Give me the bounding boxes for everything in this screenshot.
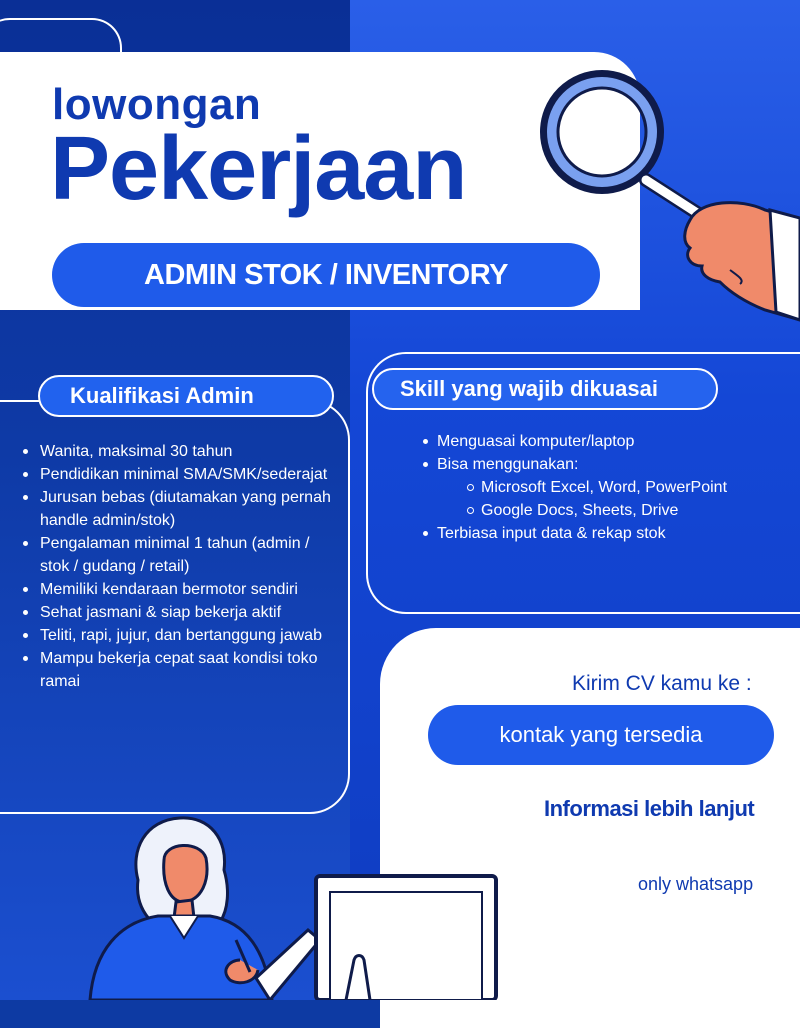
title-pekerjaan: Pekerjaan bbox=[50, 119, 467, 219]
list-item: Pengalaman minimal 1 tahun (admin / stok / gudang / retail) bbox=[38, 532, 338, 578]
list-item: Teliti, rapi, jujur, dan bertanggung jawab bbox=[38, 624, 338, 647]
contact-label: Kirim CV kamu ke : bbox=[572, 672, 752, 695]
list-item: Memiliki kendaraan bermotor sendiri bbox=[38, 578, 338, 601]
role-label: ADMIN STOK / INVENTORY bbox=[144, 258, 508, 291]
whatsapp-note: only whatsapp bbox=[638, 874, 754, 894]
list-item: Mampu bekerja cepat saat kondisi toko ramai bbox=[38, 647, 338, 693]
list-item: Terbiasa input data & rekap stok bbox=[437, 522, 727, 545]
contact-button[interactable] bbox=[428, 705, 774, 765]
skill-heading bbox=[372, 368, 718, 410]
monitor-illustration bbox=[310, 870, 510, 1000]
list-item: Sehat jasmani & siap bekerja aktif bbox=[38, 601, 338, 624]
qualification-heading-label: Kualifikasi Admin bbox=[70, 383, 254, 408]
skill-heading-label: Skill yang wajib dikuasai bbox=[400, 376, 658, 401]
list-item: Bisa menggunakan: bbox=[437, 453, 727, 476]
list-item: Menguasai komputer/laptop bbox=[437, 430, 727, 453]
woman-illustration bbox=[60, 810, 320, 1000]
title-lowongan: lowongan bbox=[52, 80, 262, 129]
list-item: Microsoft Excel, Word, PowerPoint bbox=[437, 476, 727, 499]
list-item: Wanita, maksimal 30 tahun bbox=[38, 440, 338, 463]
qualification-list bbox=[18, 440, 338, 693]
magnifier-hand-illustration bbox=[540, 70, 800, 330]
info-text: Informasi lebih lanjut bbox=[544, 796, 755, 821]
role-badge bbox=[52, 243, 600, 307]
list-item: Jurusan bebas (diutamakan yang pernah handle admin/stok) bbox=[38, 486, 338, 532]
list-item: Pendidikan minimal SMA/SMK/sederajat bbox=[38, 463, 338, 486]
skill-list bbox=[437, 430, 727, 545]
list-item: Google Docs, Sheets, Drive bbox=[437, 499, 727, 522]
qualification-heading bbox=[38, 375, 334, 417]
contact-button-label: kontak yang tersedia bbox=[499, 722, 703, 747]
